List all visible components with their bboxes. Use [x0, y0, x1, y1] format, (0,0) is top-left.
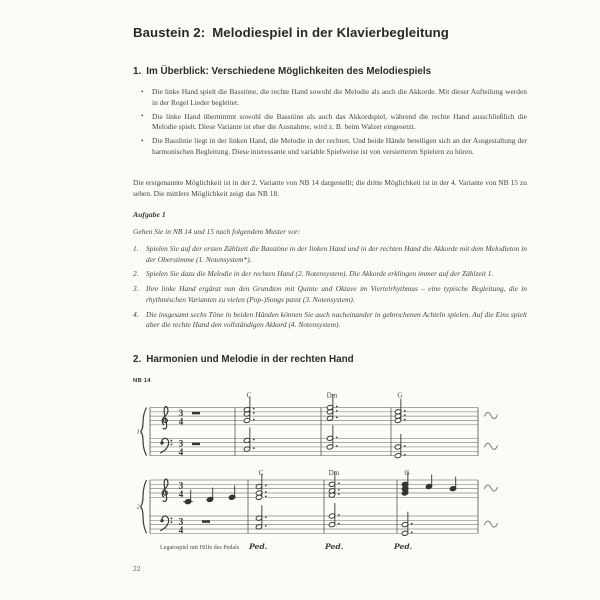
task-step: Die insgesamt sechs Töne in beiden Händen können Sie auch nacheinander in gebrochenen Achteln spielen. Auf die Eins spielt aber die rechte Hand den vollständigen Akkord (4. Notensystem).	[146, 309, 527, 330]
augmentation-dot	[253, 419, 255, 421]
continuation-squiggle	[485, 443, 498, 449]
bullet-list	[141, 87, 527, 161]
section-heading-overview	[133, 66, 431, 77]
augmentation-dot	[265, 495, 267, 497]
pedal-mark: Ped.	[249, 542, 268, 551]
augmentation-dot	[336, 410, 338, 412]
continuation-squiggle	[485, 485, 498, 491]
bass-clef-icon	[160, 516, 172, 530]
augmentation-dot	[338, 523, 340, 525]
chord-symbol: Dm	[328, 469, 340, 477]
page-title-main: Melodiespiel in der Klavierbegleitung	[212, 25, 449, 40]
chord-symbol: C	[246, 391, 252, 400]
continuation-squiggle	[485, 412, 498, 418]
svg-text:4: 4	[178, 524, 184, 535]
pedal-mark: Ped.	[394, 542, 413, 551]
augmentation-dot	[404, 414, 406, 416]
section-title: Harmonien und Melodie in der rechten Hand	[146, 354, 354, 365]
pedal-mark: Ped.	[325, 542, 344, 551]
task-step: Spielen Sie dazu die Melodie in der rechten Hand (2. Notensystem). Die Akkorde erklingen immer auf der Zählzeit 1.	[146, 269, 494, 279]
augmentation-dot	[336, 436, 338, 438]
svg-text:3: 3	[178, 438, 184, 449]
time-signature	[179, 408, 184, 427]
augmentation-dot	[404, 419, 406, 421]
music-system-1	[137, 392, 498, 459]
system-number: 1.	[136, 428, 142, 436]
task-intro: Gehen Sie in NB 14 und 15 nach folgendem Muster vor:	[133, 227, 301, 236]
whole-rest	[192, 443, 200, 446]
task-heading: Aufgabe 1	[133, 210, 166, 219]
page-title-prefix: Baustein 2:	[133, 25, 206, 40]
bullet-item: • Die linke Hand übernimmt sowohl die Basstöne als auch das Akkordspiel, während die rechte Hand ausschließlich die Melodie spielt. Diese Variante ist eher die Ausnahme, wird z. B. beim Walzer eingesetzt.	[141, 112, 527, 133]
time-signature	[179, 480, 184, 499]
system-brace	[141, 480, 147, 533]
section-number: 1.	[133, 66, 142, 77]
task-step-list	[133, 244, 527, 335]
chord-symbol: Dm	[326, 391, 338, 400]
system-brace	[141, 408, 147, 456]
chord	[394, 399, 405, 424]
melody-note	[206, 487, 213, 502]
page-title	[133, 25, 449, 40]
augmentation-dot	[338, 489, 340, 491]
time-signature	[179, 439, 184, 458]
chord-symbol: G	[397, 391, 403, 400]
music-notation	[0, 384, 600, 560]
svg-text:4: 4	[178, 488, 184, 499]
svg-text:3: 3	[178, 480, 184, 491]
augmentation-dot	[338, 493, 340, 495]
nb-label: NB 14	[133, 378, 151, 384]
augmentation-dot	[253, 408, 255, 410]
pedal-caption: Legatospiel mit Hilfe des Pedals	[160, 545, 240, 551]
chord	[326, 425, 337, 450]
augmentation-dot	[253, 447, 255, 449]
chord-symbol: G	[404, 469, 410, 477]
section-number: 2.	[133, 354, 142, 365]
chord	[394, 434, 405, 459]
bass-clef-icon	[160, 438, 172, 452]
augmentation-dot	[411, 523, 413, 525]
chord	[401, 512, 412, 537]
augmentation-dot	[253, 412, 255, 414]
chord	[328, 503, 339, 528]
augmentation-dot	[265, 485, 267, 487]
whole-rest	[202, 520, 210, 523]
treble-clef-icon	[162, 479, 168, 501]
augmentation-dot	[336, 406, 338, 408]
chord	[255, 473, 266, 500]
augmentation-dot	[253, 439, 255, 441]
task-step: Ihre linke Hand ergänzt nun den Grundton mit Quinte und Oktave im Viertelrhythmus – eine typische Begleitung, die in rhythmischen Varianten zu vielen (Pop-)Songs passt (3. Notensystem).	[146, 284, 527, 304]
intro-paragraph: Die erstgenannte Möglichkeit ist in der 2. Variante von NB 14 dargestellt; die dritte Möglichkeit ist in der 4. Variante von NB 15 zu sehen. Die mittlere Möglichkeit zeigt das NB 18.	[133, 178, 527, 198]
treble-clef-icon	[162, 407, 168, 429]
page-number: 22	[133, 564, 141, 573]
augmentation-dot	[411, 531, 413, 533]
bullet-item: • Die linke Hand spielt die Basstöne, die rechte Hand sowohl die Melodie als auch die Akkorde. Mit dieser Aufteilung werden in der Regel Lieder begleitet.	[141, 87, 527, 108]
bullet-item: • Die Basslinie liegt in der linken Hand, die Melodie in der rechten. Und beide Hände beteiligen sich an der Ausgestaltung der harmonischen Begleitung. Diese interessante und variable Spielweise ist von versierteren Spielern zu hören.	[141, 136, 527, 157]
augmentation-dot	[336, 445, 338, 447]
task-step: Spielen Sie auf der ersten Zählzeit die Basstöne in der linken Hand und in der rechten Hand die Akkorde mit dem Melodieton in der Oberstimme (1. Notensystem*).	[146, 244, 527, 264]
augmentation-dot	[265, 491, 267, 493]
chord	[243, 397, 254, 424]
chord-symbol: C	[258, 469, 264, 477]
augmentation-dot	[338, 482, 340, 484]
chord	[243, 427, 254, 452]
augmentation-dot	[338, 514, 340, 516]
whole-rest	[192, 412, 200, 415]
time-signature	[179, 516, 184, 535]
augmentation-dot	[265, 525, 267, 527]
augmentation-dot	[404, 445, 406, 447]
augmentation-dot	[265, 516, 267, 518]
svg-text:4: 4	[178, 447, 184, 458]
svg-text:3: 3	[178, 516, 184, 527]
augmentation-dot	[404, 454, 406, 456]
chord	[255, 505, 266, 530]
melody-note	[425, 474, 432, 489]
augmentation-dot	[336, 416, 338, 418]
section-title: Im Überblick: Verschiedene Möglichkeiten des Melodiespiels	[146, 66, 432, 77]
continuation-squiggle	[485, 521, 498, 527]
system-number: 2.	[136, 503, 142, 511]
music-system-2	[137, 469, 498, 536]
augmentation-dot	[404, 410, 406, 412]
svg-text:4: 4	[178, 416, 184, 427]
section-heading-harmonien	[133, 354, 354, 365]
svg-text:3: 3	[178, 407, 184, 418]
